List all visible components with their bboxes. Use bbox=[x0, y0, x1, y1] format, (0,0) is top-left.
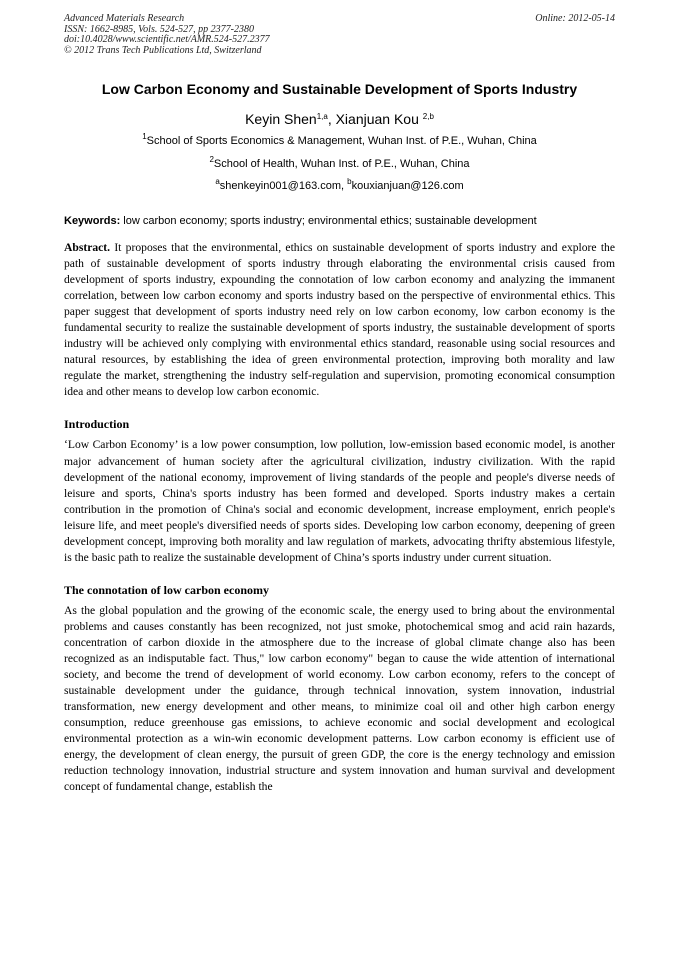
author-superscript: 1,a bbox=[316, 112, 328, 121]
email-address: shenkeyin001@163.com, bbox=[219, 180, 348, 192]
connotation-paragraph: As the global population and the growing of the economic scale, the energy used to bring about the environmental problems and causes constantly has been recognized, not just smoke, photochemical smog and acid rain hazards, concentration of carbon dioxide in the atmosphere due to the increase of global climate change also has been recognized as an indisputable fact. Thus," low carbon economy" began to cause the wide attention of international society, and become the trend of development of world economy. Low carbon economy, refers to the concept of sustainable development under the guidance, through technical innovation, system innovation, industrial transformation, new energy development and other means, to minimize coal oil and other high carbon energy consumption, reduce greenhouse gas emissions, to achieve economic and social development and ecological environmental protection as a win-win economic development patterns. Low carbon economy is efficient use of energy, the development of clean energy, the pursuit of green GDP, the core is the energy technology and emission reduction technology innovation, industrial structure and system innovation and human survival and development concept of fundamental change, establish the bbox=[64, 603, 615, 794]
keywords-label: Keywords: bbox=[64, 215, 121, 227]
introduction-paragraph: ‘Low Carbon Economy’ is a low power consumption, low pollution, low-emission based economic model, is another major advancement of human society after the agricultural civilization, industry civilization. With the rapid development of the national economy, improvement of living standards of the people and people's diverse needs of leisure and sports, China's sports industry has been formed and developed. Sports industry makes a certain contribution in the promotion of China's social and economic development, increase employment, enrich people's leisure life, and meet people's diversified needs of sports sides. Developing low carbon economy, deepening of green development concept, improving both morality and law regulation of markets, advocating thrifty abstemious lifestyle, is the basic path to realize the sustainable development of China’s sports industry under current situation. bbox=[64, 438, 615, 564]
paper-page bbox=[64, 14, 615, 795]
affiliation bbox=[64, 134, 615, 148]
journal-info bbox=[64, 14, 615, 56]
journal-header bbox=[64, 14, 615, 66]
abstract bbox=[64, 240, 615, 400]
author-name: Xianjuan Kou bbox=[335, 111, 419, 127]
paper-title: Low Carbon Economy and Sustainable Development of Sports Industry bbox=[101, 81, 578, 97]
section-heading-introduction: Introduction bbox=[64, 417, 130, 432]
email-address: kouxianjuan@126.com bbox=[351, 180, 464, 192]
author-separator: , bbox=[327, 111, 336, 127]
journal-name: Advanced Materials Research bbox=[64, 13, 185, 24]
abstract-label: Abstract. bbox=[64, 241, 111, 254]
affiliation-superscript: 1 bbox=[142, 132, 147, 141]
author-line bbox=[64, 110, 615, 128]
email-line bbox=[64, 179, 615, 193]
author-name: Keyin Shen bbox=[245, 111, 317, 127]
affiliation-text: School of Health, Wuhan Inst. of P.E., Wuhan, China bbox=[213, 158, 470, 170]
affiliation-superscript: 2 bbox=[209, 155, 214, 164]
abstract-text: It proposes that the environmental, ethics on sustainable development of sports industry and explore the path of sustainable development of sports industry through elaborating the environmental crisis caused from development of sports industry, expounding the connotation of low carbon economy and analyzing the immanent correlation, between low carbon economy and sports industry based on the perspective of environmental ethics. This paper suggest that development of sports industry need rely on low carbon economy, low carbon economy is the fundamental security to realize the sustainable development of sports industry, the sustainable development of sports industry will be achieved only complying with environmental ethics standard, reasonable using social resources and natural resources, by establishing the idea of green environmental protection, improving both morality and law regulate the market, strengthening the industry self-regulation and supervision, promoting economical consumption idea and other means to develop low carbon economic. bbox=[64, 241, 615, 399]
email-superscript: b bbox=[347, 177, 352, 186]
online-date: Online: 2012-05-14 bbox=[535, 13, 615, 24]
keywords bbox=[64, 214, 615, 228]
email-superscript: a bbox=[215, 177, 220, 186]
author-superscript: 2,b bbox=[422, 112, 434, 121]
journal-issn: ISSN: 1662-8985, Vols. 524-527, pp 2377-2380 bbox=[64, 23, 254, 35]
affiliation bbox=[64, 157, 615, 171]
keywords-text: low carbon economy; sports industry; environmental ethics; sustainable development bbox=[120, 215, 537, 227]
affiliation-text: School of Sports Economics & Management, Wuhan Inst. of P.E., Wuhan, China bbox=[146, 135, 537, 147]
journal-doi: doi:10.4028/www.scientific.net/AMR.524-527.2377 bbox=[64, 34, 270, 45]
section-heading-connotation: The connotation of low carbon economy bbox=[64, 582, 269, 597]
journal-copyright: © 2012 Trans Tech Publications Ltd, Switzerland bbox=[64, 44, 262, 56]
